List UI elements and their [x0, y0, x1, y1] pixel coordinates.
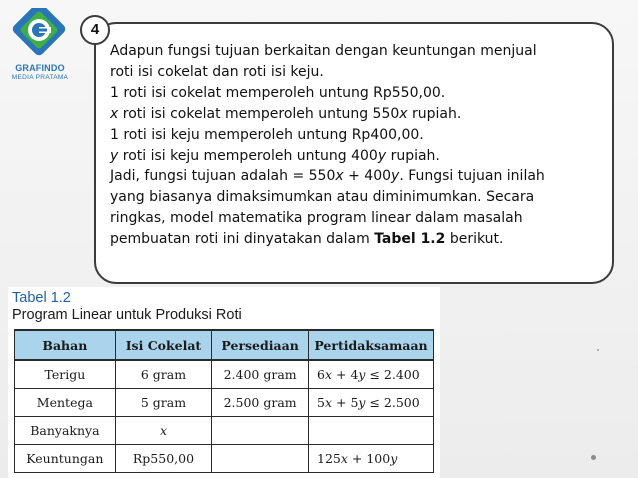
column-header: Pertidaksamaan [309, 330, 434, 360]
column-header: Isi Cokelat [115, 330, 212, 360]
table-cell: Terigu [15, 360, 116, 389]
table-row [15, 417, 434, 445]
step-number-badge: 4 [80, 15, 110, 45]
table-cell: 6x + 4y ≤ 2.400 [309, 360, 434, 389]
logo-subtitle: MEDIA PRATAMA [11, 74, 69, 81]
text-line: x roti isi cokelat memperoleh untung 550x rupiah. [110, 105, 462, 122]
table-cell: 5 gram [115, 389, 212, 417]
table-cell [309, 417, 434, 445]
text-line: Jadi, fungsi tujuan adalah = 550x + 400y. Fungsi tujuan inilah [110, 168, 545, 185]
table-header-row [15, 330, 434, 360]
grafindo-logo [5, 8, 75, 88]
grafindo-logo-icon [5, 8, 75, 64]
text-line: roti isi cokelat dan roti isi keju. [110, 63, 324, 80]
text-line: ringkas, model matematika program linear dalam masalah [110, 210, 523, 227]
logo-name: GRAFINDO [15, 63, 65, 73]
table-row [15, 360, 434, 389]
column-header: Bahan [15, 330, 116, 360]
text-line: Adapun fungsi tujuan berkaitan dengan keuntungan menjual [110, 43, 537, 59]
table-cell [212, 417, 309, 445]
table-cell: 2.400 gram [212, 360, 309, 389]
table-title: Tabel 1.2 [12, 290, 71, 306]
table-row [15, 389, 434, 417]
table-row [15, 445, 434, 473]
table-cell [212, 445, 309, 473]
table-subtitle: Program Linear untuk Produksi Roti [12, 307, 242, 323]
text-line: yang biasanya dimaksimumkan atau diminimumkan. Secara [110, 189, 535, 206]
production-table [14, 329, 434, 473]
table-cell: x [115, 417, 212, 445]
table-cell: Banyaknya [15, 417, 116, 445]
table-cell: Rp550,00 [115, 445, 212, 473]
column-header: Persediaan [212, 330, 309, 360]
table-cell: Mentega [15, 389, 116, 417]
table-figure [8, 287, 440, 478]
table-cell: 2.500 gram [212, 389, 309, 417]
table-cell: 5x + 5y ≤ 2.500 [309, 389, 434, 417]
text-line: 1 roti isi keju memperoleh untung Rp400,00. [110, 126, 424, 143]
text-line: pembuatan roti ini dinyatakan dalam Tabel 1.2 berikut. [110, 231, 504, 248]
decorative-dot [591, 455, 596, 460]
text-line: y roti isi keju memperoleh untung 400y rupiah. [110, 147, 440, 164]
table-cell: 125x + 100y [309, 445, 434, 473]
decorative-dot [597, 349, 599, 351]
table-cell: Keuntungan [15, 445, 116, 473]
table-cell: 6 gram [115, 360, 212, 389]
explanation-text [110, 41, 610, 250]
text-line: 1 roti isi cokelat memperoleh untung Rp550,00. [110, 84, 446, 101]
